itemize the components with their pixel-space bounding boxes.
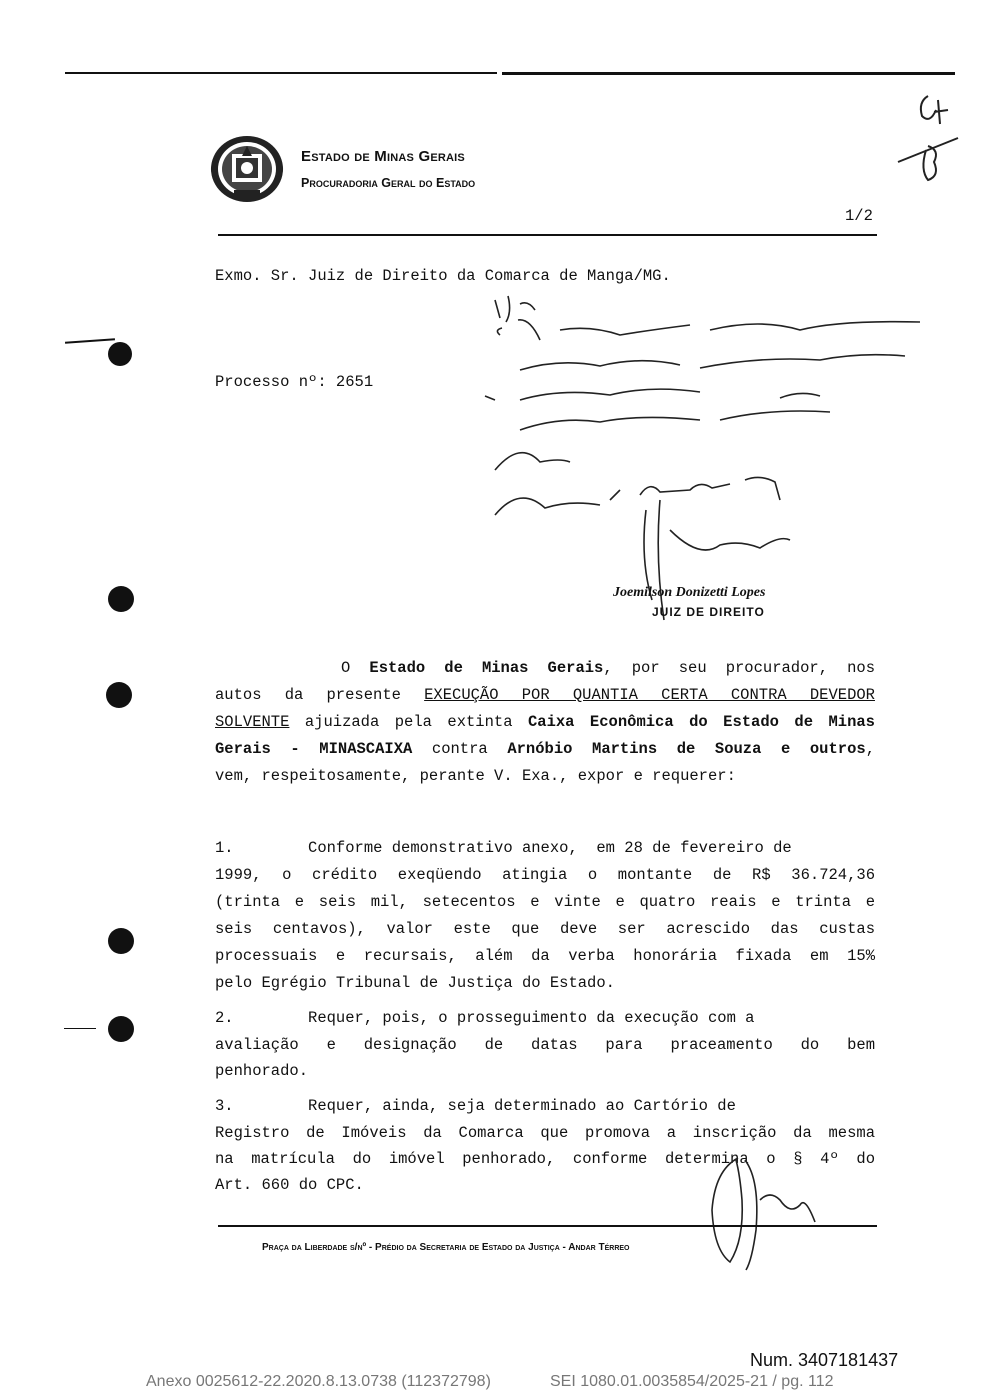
document-number: Num. 3407181437	[750, 1350, 899, 1370]
item1-line: pelo Egrégio Tribunal de Justiça do Estado.	[215, 974, 615, 992]
intro-line-1: O Estado de Minas Gerais, por seu procurador, nos	[341, 659, 875, 677]
item3-line: Registro de Imóveis da Comarca que promova a inscrição da mesma	[215, 1124, 875, 1142]
item3-line: Art. 660 do CPC.	[215, 1176, 364, 1194]
footer-address: Praça da Liberdade s/nº - Prédio da Secretaria de Estado da Justiça - Andar Térreo	[262, 1242, 630, 1253]
header-rule	[218, 234, 877, 236]
top-rule-right	[502, 72, 955, 75]
item3-line: 3. Requer, ainda, seja determinado ao Cartório de	[215, 1097, 736, 1115]
intro-line-3: SOLVENTE ajuizada pela extinta Caixa Econômica do Estado de Minas	[215, 713, 875, 731]
org-name: Estado de Minas Gerais	[301, 148, 465, 165]
item2-line: 2. Requer, pois, o prosseguimento da execução com a	[215, 1009, 755, 1027]
judge-name: Joemilson Donizetti Lopes	[613, 585, 766, 600]
org-subtitle: Procuradoria Geral do Estado	[301, 176, 476, 190]
punch-hole	[108, 1016, 134, 1042]
item2-line: avaliação e designação de datas para praceamento do bem	[215, 1036, 875, 1054]
intro-line-2: autos da presente EXECUÇÃO POR QUANTIA CERTA CONTRA DEVEDOR	[215, 686, 875, 704]
scan-mark	[65, 338, 115, 343]
intro-line-5: vem, respeitosamente, perante V. Exa., expor e requerer:	[215, 767, 736, 785]
coat-of-arms-icon	[206, 132, 288, 206]
punch-hole	[106, 682, 132, 708]
punch-hole	[108, 928, 134, 954]
item2-line: penhorado.	[215, 1062, 309, 1080]
scan-mark	[64, 1028, 96, 1029]
item1-line: processuais e recursais, além da verba honorária fixada em 15%	[215, 947, 875, 965]
footer-rule	[218, 1225, 877, 1227]
item1-line: 1. Conforme demonstrativo anexo, em 28 de fevereiro de	[215, 839, 792, 857]
page-number: 1/2	[845, 207, 873, 225]
sei-stamp: SEI 1080.01.0035854/2025-21 / pg. 112	[550, 1373, 834, 1390]
annex-stamp: Anexo 0025612-22.2020.8.13.0738 (112372798)	[146, 1373, 491, 1390]
addressee: Exmo. Sr. Juiz de Direito da Comarca de Manga/MG.	[215, 267, 671, 285]
top-rule-left	[65, 72, 497, 74]
judge-title: JUIZ DE DIREITO	[652, 605, 765, 619]
item1-line: (trinta e seis mil, setecentos e vinte e quatro reais e trinta e	[215, 893, 875, 911]
item1-line: 1999, o crédito exeqüendo atingia o montante de R$ 36.724,36	[215, 866, 875, 884]
punch-hole	[108, 586, 134, 612]
punch-hole	[108, 342, 132, 366]
intro-line-4: Gerais - MINASCAIXA contra Arnóbio Martins de Souza e outros,	[215, 740, 876, 758]
item3-line: na matrícula do imóvel penhorado, conforme determina o § 4º do	[215, 1150, 875, 1168]
item1-line: seis centavos), valor este que deve ser acrescido das custas	[215, 920, 875, 938]
process-number: Processo nº: 2651	[215, 373, 374, 391]
